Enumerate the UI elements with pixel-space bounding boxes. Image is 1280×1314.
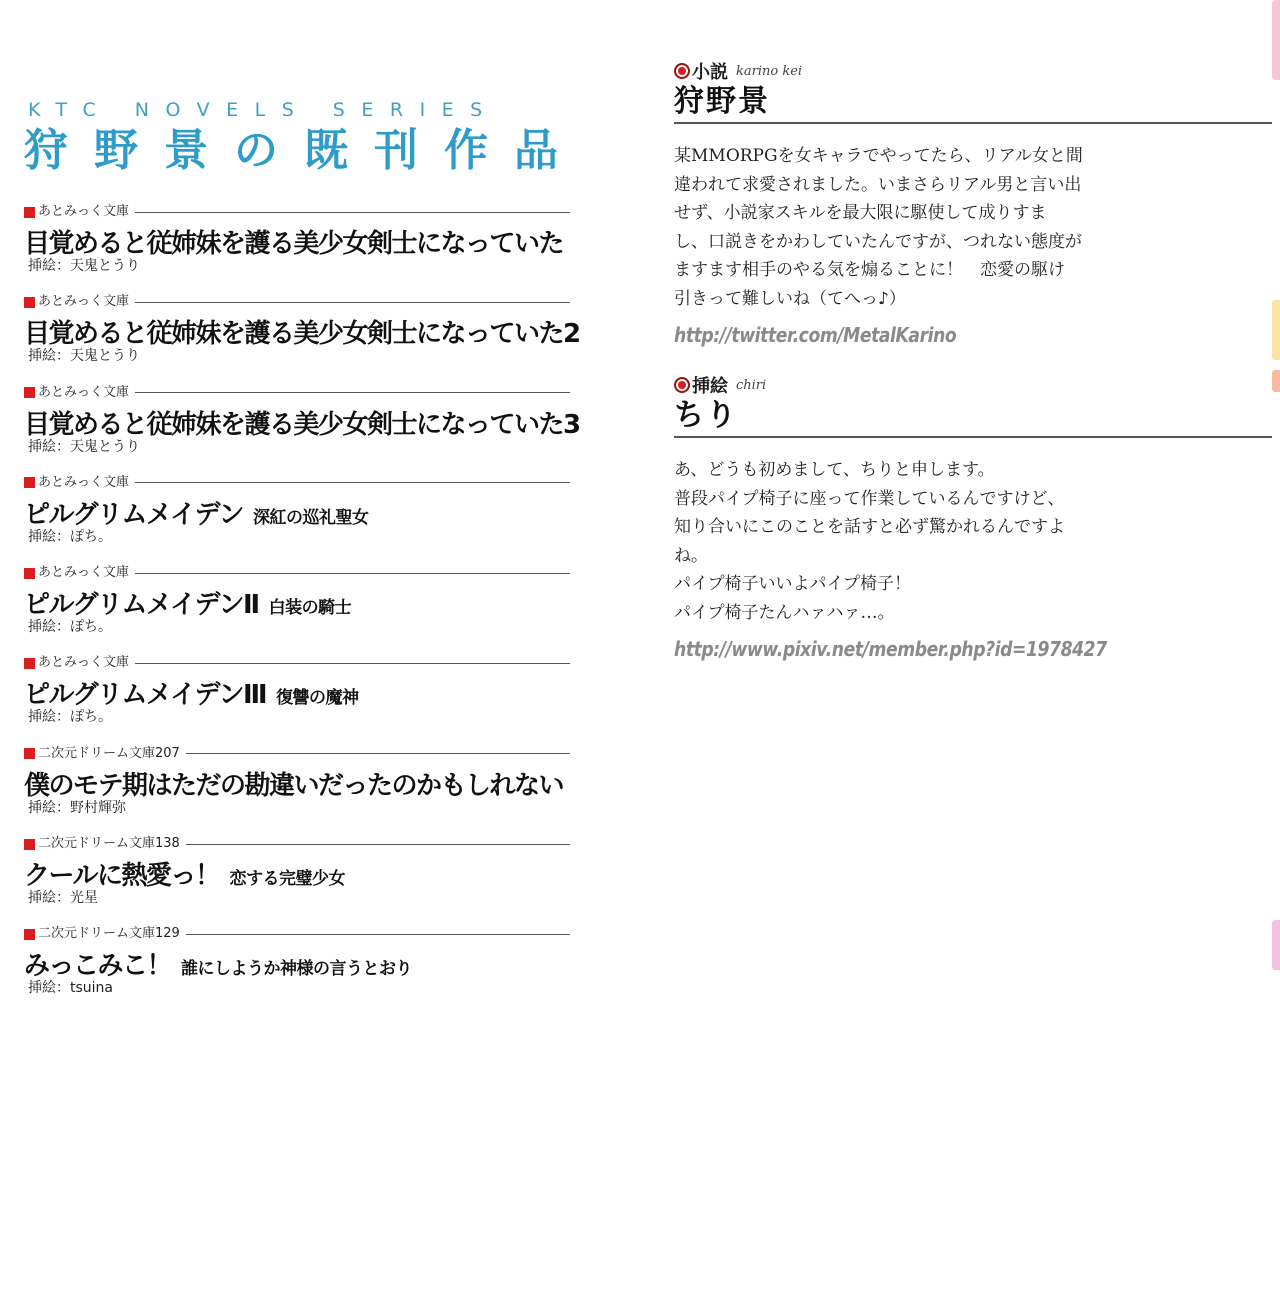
author-romaji: karino kei <box>736 63 803 79</box>
book-publisher: あとみっく文庫 <box>38 204 130 219</box>
book-title: 目覚めると従姉妹を護る美少女剣士になっていた3 <box>24 409 580 440</box>
book-publisher: 二次元ドリーム文庫207 <box>38 745 180 761</box>
book-subtitle: 復讐の魔神 <box>276 688 359 709</box>
divider <box>135 212 570 213</box>
book-illustrator: 挿絵：ぽち。 <box>28 619 112 636</box>
series-label: KTC NOVELS SERIES <box>28 99 499 121</box>
book-subtitle: 恋する完璧少女 <box>229 869 345 890</box>
red-square-icon <box>24 929 35 940</box>
book-entry <box>24 653 570 743</box>
book-publisher: 二次元ドリーム文庫129 <box>38 926 180 942</box>
book-subtitle: 深紅の巡礼聖女 <box>252 507 369 528</box>
divider <box>135 663 570 664</box>
illustrator-name: ちり <box>674 398 738 433</box>
book-entry <box>24 834 570 924</box>
book-illustrator: 挿絵：tsuina <box>28 980 113 997</box>
book-illustrator: 挿絵：ぽち。 <box>28 528 112 545</box>
red-circle-icon <box>674 63 690 79</box>
illustrator-url-link[interactable]: http://www.pixiv.net/member.php?id=1978427 <box>674 637 1107 661</box>
book-illustrator: 挿絵：野村輝弥 <box>28 799 126 816</box>
divider <box>674 122 1272 124</box>
book-title: ピルグリムメイデンⅢ <box>24 680 267 711</box>
book-title: ピルグリムメイデン <box>24 499 243 530</box>
book-title: ピルグリムメイデンⅡ <box>24 590 259 621</box>
bio-line: パイプ椅子いいよパイプ椅子！ <box>674 574 911 594</box>
book-publisher: あとみっく文庫 <box>38 384 130 400</box>
author-url-link[interactable]: http://twitter.com/MetalKarino <box>674 323 957 347</box>
divider <box>135 392 570 393</box>
divider <box>186 844 570 845</box>
illustrator-profile <box>674 372 1272 661</box>
red-square-icon <box>24 839 35 850</box>
bio-line: 引きって難しいね（てへっ♪） <box>674 288 906 309</box>
divider <box>674 436 1272 438</box>
book-entry <box>24 563 570 653</box>
book-entry <box>24 744 570 834</box>
book-publisher: あとみっく文庫 <box>38 474 130 490</box>
book-publisher: あとみっく文庫 <box>38 565 130 581</box>
divider <box>135 302 570 303</box>
bio-line: あ、どうも初めまして、ちりと申します。 <box>674 460 995 480</box>
book-list <box>24 202 580 1015</box>
book-illustrator: 挿絵：天鬼とうり <box>28 258 140 274</box>
author-category: 小説 <box>692 62 728 83</box>
bio-line: パイプ椅子たんハァハァ…。 <box>674 602 895 623</box>
bio-line: 知り合いにこのことを話すと必ず驚かれるんですよ <box>674 517 1065 537</box>
book-entry <box>24 292 580 382</box>
book-illustrator: 挿絵：光星 <box>28 890 98 907</box>
book-illustrator: 挿絵：天鬼とうり <box>28 438 140 455</box>
book-publisher: 二次元ドリーム文庫138 <box>38 836 180 852</box>
author-profile <box>674 58 1272 347</box>
red-square-icon <box>24 568 35 579</box>
book-title: 目覚めると従姉妹を護る美少女剣士になっていた <box>24 229 564 259</box>
book-subtitle: 白装の騎士 <box>268 598 352 619</box>
bio-line: せず、小説家スキルを最大限に駆使して成りすま <box>674 203 1047 223</box>
bio-line: し、口説きをかわしていたんですが、つれない態度が <box>674 231 1082 252</box>
divider <box>135 573 570 574</box>
divider <box>186 934 570 935</box>
red-square-icon <box>24 748 35 759</box>
book-subtitle: 誰にしようか神様の言うとおり <box>181 959 413 980</box>
book-illustrator: 挿絵：ぽち。 <box>28 709 112 726</box>
bio-line: ますます相手のやる気を煽ることに！ 恋愛の駆け <box>674 260 1065 280</box>
illustrator-category: 挿絵 <box>692 376 728 397</box>
book-illustrator: 挿絵：天鬼とうり <box>28 348 140 365</box>
book-title: みっこみこ！ <box>24 951 172 982</box>
book-title: 僕のモテ期はただの勘違いだったのかもしれない <box>24 770 564 801</box>
book-title: 目覚めると従姉妹を護る美少女剣士になっていた2 <box>24 319 580 350</box>
divider <box>135 482 570 483</box>
book-title: クールに熱愛っ！ <box>24 861 220 892</box>
bio-line: 違われて求愛されました。いまさらリアル男と言い出 <box>674 174 1082 195</box>
bio-line: ね。 <box>674 545 708 566</box>
book-publisher: あとみっく文庫 <box>38 655 130 671</box>
illustrator-romaji: chiri <box>736 377 767 393</box>
book-entry <box>24 383 580 473</box>
red-square-icon <box>24 297 35 308</box>
bio-line: 普段パイプ椅子に座って作業しているんですけど、 <box>674 488 1065 509</box>
red-square-icon <box>24 658 35 669</box>
bibliography-column <box>24 96 584 1015</box>
red-square-icon <box>24 387 35 398</box>
page-title: 狩野景の既刊作品 <box>24 125 584 176</box>
bio-line: 某MMORPGを女キャラでやってたら、リアル女と間 <box>674 146 1083 166</box>
author-name: 狩野景 <box>674 84 770 119</box>
red-square-icon <box>24 477 35 488</box>
book-entry <box>24 473 570 563</box>
book-publisher: あとみっく文庫 <box>38 294 130 310</box>
divider <box>186 753 570 754</box>
red-circle-icon <box>674 377 690 393</box>
author-bio <box>674 142 1114 313</box>
book-entry <box>24 924 570 1014</box>
illustrator-bio <box>674 456 1114 627</box>
red-square-icon <box>24 207 35 218</box>
book-entry <box>24 202 570 292</box>
